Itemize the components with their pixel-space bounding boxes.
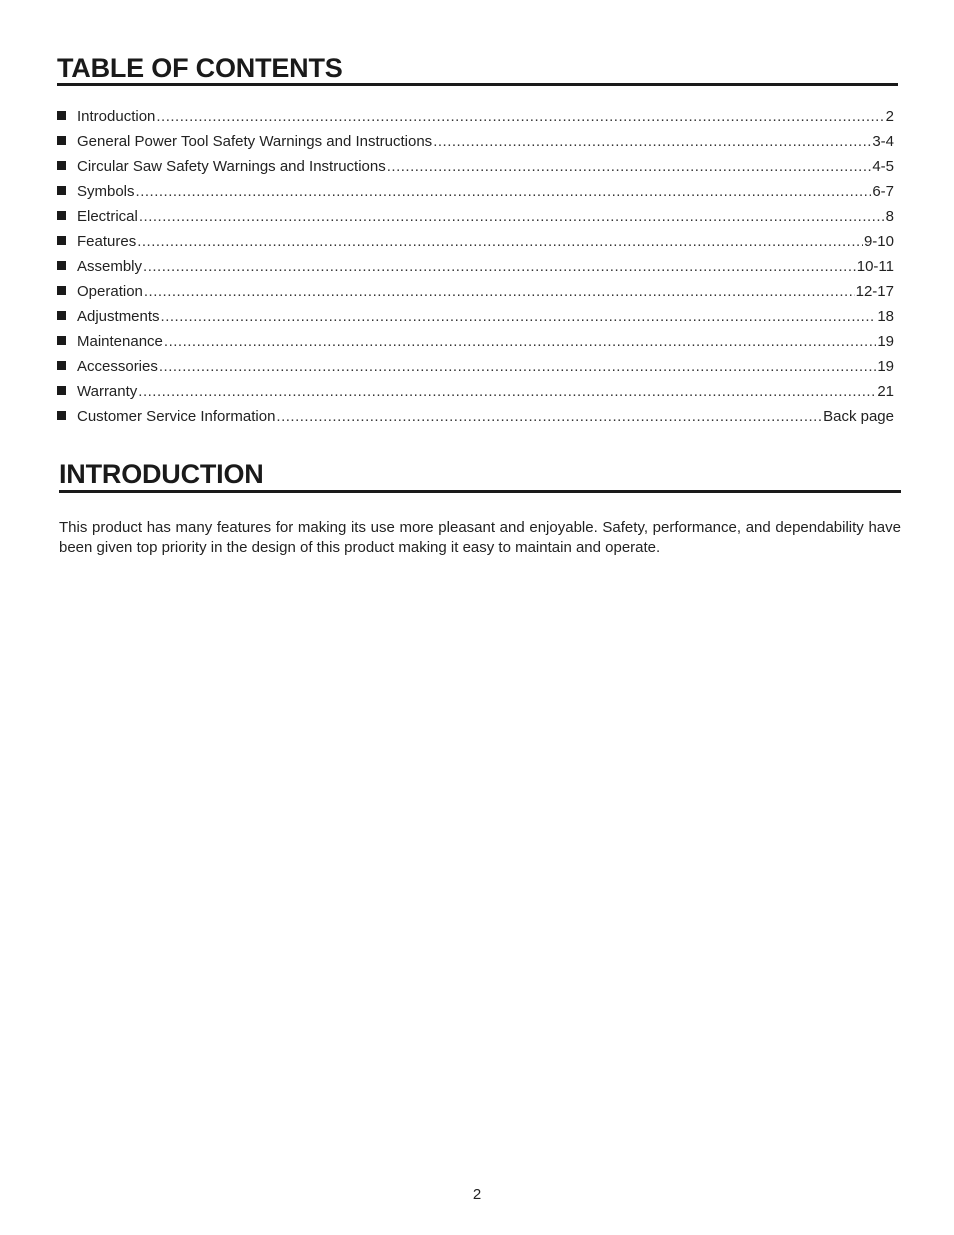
square-bullet-icon [57,111,66,120]
toc-item-general-safety[interactable] [57,129,894,154]
toc-leader-dots [387,154,872,179]
toc-item-warranty[interactable] [57,379,894,404]
toc-leader-dots [276,404,822,429]
toc-item-assembly[interactable] [57,254,894,279]
square-bullet-icon [57,386,66,395]
toc-item-page: 8 [885,208,894,225]
toc-item-label: Warranty [77,383,138,400]
toc-item-label: Customer Service Information [77,408,276,425]
toc-item-label: General Power Tool Safety Warnings and Instructions [77,133,433,150]
toc-item-operation[interactable] [57,279,894,304]
toc-item-customer-service[interactable] [57,404,894,429]
toc-title: TABLE OF CONTENTS [57,53,343,83]
toc-item-page: 4-5 [872,158,894,175]
toc-item-page: Back page [823,408,894,425]
toc-leader-dots [139,204,885,229]
toc-item-page: 9-10 [863,233,894,250]
square-bullet-icon [57,286,66,295]
toc-item-label: Assembly [77,258,143,275]
toc-item-label: Operation [77,283,143,300]
toc-item-page: 10-11 [856,258,894,275]
page-number: 2 [472,1186,482,1203]
toc-item-features[interactable] [57,229,894,254]
square-bullet-icon [57,336,66,345]
square-bullet-icon [57,136,66,145]
toc-item-page: 2 [885,108,894,125]
toc-item-page: 19 [877,333,894,350]
toc-leader-dots [161,304,877,329]
toc-leader-dots [137,229,863,254]
toc-item-maintenance[interactable] [57,329,894,354]
square-bullet-icon [57,161,66,170]
toc-leader-dots [136,179,872,204]
toc-item-adjustments[interactable] [57,304,894,329]
toc-item-label: Adjustments [77,308,160,325]
toc-item-page: 19 [877,358,894,375]
square-bullet-icon [57,411,66,420]
toc-item-accessories[interactable] [57,354,894,379]
toc-item-label: Accessories [77,358,158,375]
toc-item-circular-saw-safety[interactable] [57,154,894,179]
toc-item-label: Symbols [77,183,135,200]
toc-item-page: 21 [877,383,894,400]
toc-item-electrical[interactable] [57,204,894,229]
toc-item-label: Circular Saw Safety Warnings and Instructions [77,158,386,175]
toc-item-page: 3-4 [872,133,894,150]
square-bullet-icon [57,211,66,220]
square-bullet-icon [57,236,66,245]
toc-title-rule [57,83,898,86]
toc-item-label: Electrical [77,208,138,225]
toc-item-symbols[interactable] [57,179,894,204]
toc-item-label: Maintenance [77,333,163,350]
toc-leader-dots [138,379,876,404]
square-bullet-icon [57,311,66,320]
toc-item-introduction[interactable] [57,104,894,129]
toc-leader-dots [143,254,856,279]
square-bullet-icon [57,261,66,270]
toc-list [57,104,894,429]
toc-item-page: 12-17 [855,283,894,300]
toc-leader-dots [164,329,876,354]
introduction-title-rule [59,490,901,493]
toc-leader-dots [156,104,884,129]
toc-leader-dots [433,129,871,154]
toc-item-label: Introduction [77,108,156,125]
square-bullet-icon [57,186,66,195]
square-bullet-icon [57,361,66,370]
toc-item-page: 18 [877,308,894,325]
introduction-body: This product has many features for making its use more pleasant and enjoyable. Safety, performance, and dependability have been given top priority in the design of this product making it easy to maintain and operate. [59,519,901,556]
toc-leader-dots [144,279,855,304]
toc-leader-dots [159,354,876,379]
toc-item-label: Features [77,233,137,250]
introduction-title: INTRODUCTION [59,459,264,489]
toc-item-page: 6-7 [872,183,894,200]
